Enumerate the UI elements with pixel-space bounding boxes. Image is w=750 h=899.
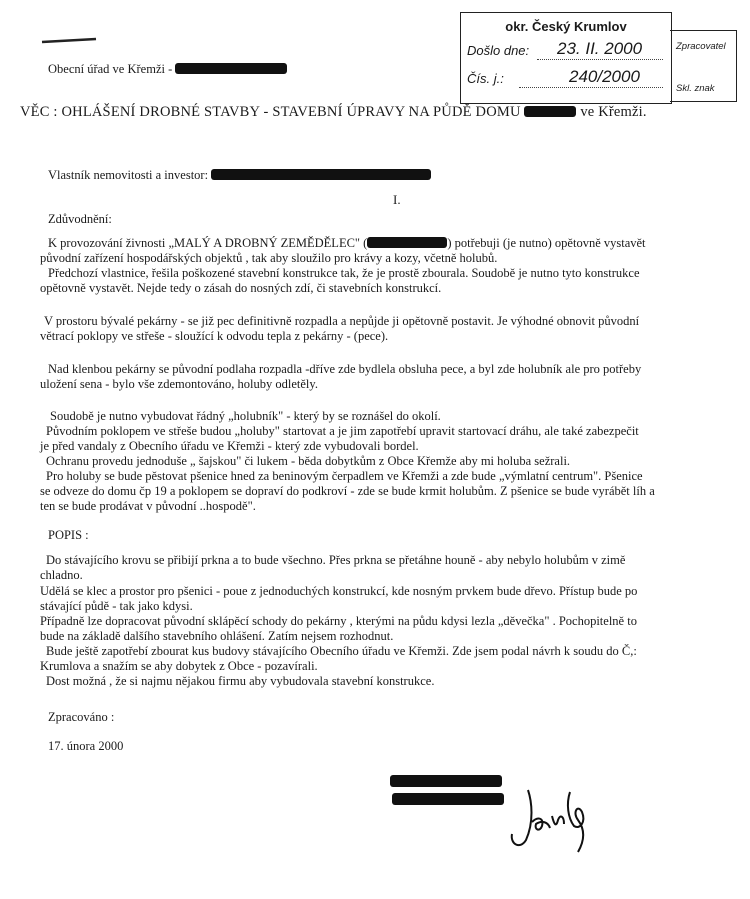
- reasoning-line: ten se bude prodávat v původní ..hospodě".: [40, 499, 256, 513]
- stamp-processed-label: Zpracovatel: [676, 41, 726, 52]
- redaction: [175, 63, 287, 74]
- redaction: [211, 169, 431, 180]
- pen-stroke: [40, 36, 100, 46]
- reasoning-line: Soudobě je nutno vybudovat řádný „holubník" - který by se roznášel do okolí.: [50, 409, 441, 423]
- popis-line: stávající půdě - tak jako kdysi.: [40, 599, 193, 613]
- handwritten-signature: [498, 782, 598, 856]
- addressee: Obecní úřad ve Křemži -: [48, 62, 287, 77]
- reasoning-line: opětovně vystavět. Nejde tedy o zásah do nosných zdí, či stavebních konstrukcí.: [40, 281, 442, 295]
- reasoning-line: větrací poklopy ve střeše - sloužící k odvodu tepla z pekárny - (pece).: [40, 329, 389, 343]
- stamp-number-value: 240/2000: [569, 67, 640, 86]
- stamp-file-label: Skl. znak: [676, 83, 715, 94]
- popis-line: Bude ještě zapotřebí zbourat kus budovy stávajícího Obecního úřadu ve Křemži. Zde jsem podal návrh k soudu do Č,:: [46, 644, 637, 658]
- document-date: 17. února 2000: [48, 739, 124, 753]
- stamp-office: okr. Český Krumlov: [505, 19, 627, 34]
- reasoning-line: V prostoru bývalé pekárny - se již pec definitivně rozpadla a nepůjde ji opětovně postavit. Je výhodné obnovit původní: [44, 314, 640, 328]
- popis-line: Dost možná , že si najmu nějakou firmu aby vybudovala stavební konstrukce.: [46, 674, 435, 688]
- stamp-number-label: Čís. j.:: [467, 71, 504, 86]
- reasoning-line: Předchozí vlastnice, řešila poškozené stavební konstrukce tak, že je prostě zbourala. Soudobě je nutno tyto konstrukce: [48, 266, 640, 280]
- reasoning-line: je před vandaly z Obecního úřadu ve Křemži - který zde vybudovali bordel.: [40, 439, 419, 453]
- popis-line: bude na základě dalšího stavebního ohlášení. Zatím nejsem rozhodnut.: [40, 629, 394, 643]
- redaction: [367, 237, 447, 248]
- reasoning-line: původní zařízení hospodářských objektů , tak aby sloužilo pro krávy a kozy, včetně holubů.: [40, 251, 498, 265]
- popis-line: Případně lze dopracovat původní sklápěcí schody do pekárny , kterými na půdu kdysi lezla „děvečka" . Pochopitelně to: [40, 614, 637, 628]
- redaction: [392, 793, 504, 805]
- reasoning-line: Nad klenbou pekárny se původní podlaha rozpadla -dříve zde bydlela obsluha pece, a byl zde holubník ale pro potřeby: [48, 362, 642, 376]
- reasoning-line: Pro holuby se bude pěstovat pšenice hned za beninovým čerpadlem ve Křemži a zde bude „výmlatní centrum". Pšenice: [46, 469, 643, 483]
- popis-line: Do stávajícího krovu se přibijí prkna a to bude všechno. Přes prkna se přetáhne houně - aby nebylo holubům v zimě: [46, 553, 626, 567]
- stamp-received-label: Došlo dne:: [467, 43, 530, 58]
- popis-line: Udělá se klec a prostor pro pšenici - poue z jednoduchých konstrukcí, kde nosným prvkem bude dřevo. Přístup bude po: [40, 584, 638, 598]
- processed-label: Zpracováno :: [48, 710, 115, 724]
- stamp-received-value: 23. II. 2000: [557, 39, 643, 58]
- reasoning-heading: Zdůvodnění:: [48, 212, 112, 226]
- subject-line: VĚC : OHLÁŠENÍ DROBNÉ STAVBY - STAVEBNÍ ÚPRAVY NA PŮDĚ DOMU ve Křemži.: [20, 104, 647, 120]
- reasoning-line: Ochranu provedu jednoduše „ šajskou" či lukem - běda dobytkům z Obce Křemže aby mi holuba sežrali.: [46, 454, 571, 468]
- registry-stamp: [460, 12, 672, 104]
- stamp-side-box: [670, 30, 737, 102]
- reasoning-line: K provozování živnosti „MALÝ A DROBNÝ ZEMĚDĚLEC" ( ) potřebuji (je nutno) opětovně vystavět: [48, 236, 646, 250]
- section-number: I.: [393, 192, 401, 207]
- popis-heading: POPIS :: [48, 528, 89, 542]
- redaction: [390, 775, 502, 787]
- reasoning-line: se odveze do domu čp 19 a poklopem se dopraví do podkroví - zde se bude krmit holubům. Z pšenice se bude vyrábět líh a: [40, 484, 655, 498]
- owner-line: Vlastník nemovitosti a investor:: [48, 168, 431, 183]
- reasoning-line: uložení sena - bylo vše zdemontováno, holuby odletěly.: [40, 377, 318, 391]
- popis-line: Krumlova a snažím se aby dobytek z Obce - pozavírali.: [40, 659, 318, 673]
- redaction: [524, 106, 576, 117]
- popis-line: chladno.: [40, 568, 83, 582]
- reasoning-line: Původním poklopem ve střeše budou „holuby" startovat a je jim zapotřebí upravit startovací dráhu, ale také zabezpečit: [46, 424, 639, 438]
